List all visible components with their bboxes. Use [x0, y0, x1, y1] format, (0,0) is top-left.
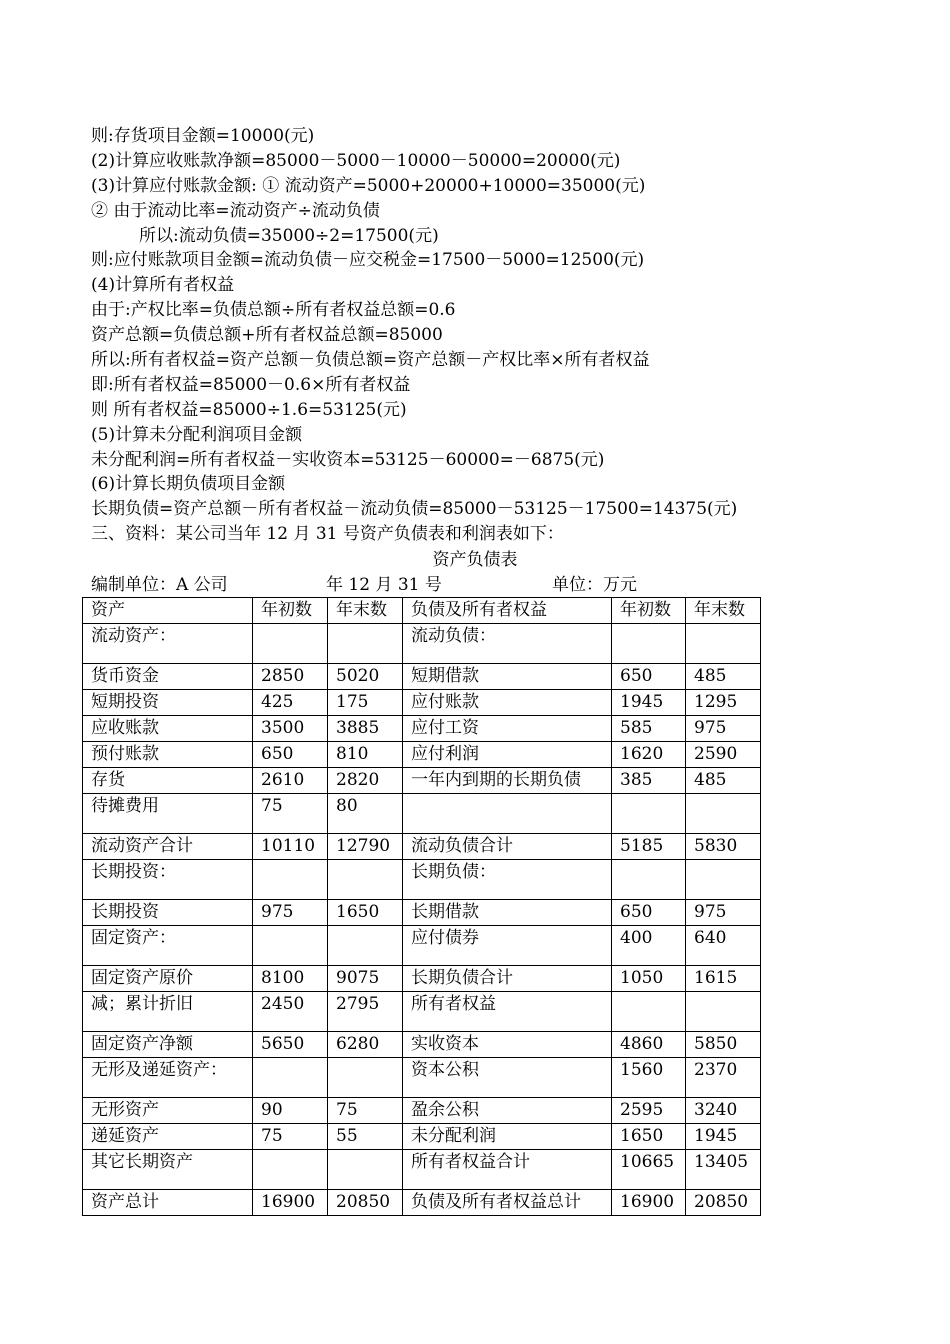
table-cell	[686, 624, 761, 664]
table-row	[83, 716, 761, 742]
text-line: 则:存货项目金额=10000(元)	[91, 126, 315, 146]
table-row	[83, 664, 761, 690]
preparing-unit: 编制单位：A 公司	[91, 575, 228, 595]
table-cell: 待摊费用	[83, 794, 253, 834]
table-cell: 400	[612, 926, 686, 966]
table-cell: 2820	[328, 768, 403, 794]
header-cell: 年末数	[328, 598, 403, 624]
table-row	[83, 966, 761, 992]
table-cell: 货币资金	[83, 664, 253, 690]
table-cell	[328, 926, 403, 966]
table-cell: 流动资产合计	[83, 834, 253, 860]
table-row	[83, 1058, 761, 1098]
table-row	[83, 794, 761, 834]
sheet-date: 年 12 月 31 号	[326, 575, 442, 595]
header-cell: 年初数	[253, 598, 328, 624]
table-cell: 无形及递延资产：	[83, 1058, 253, 1098]
table-cell: 8100	[253, 966, 328, 992]
table-cell: 无形资产	[83, 1098, 253, 1124]
table-cell: 长期投资	[83, 900, 253, 926]
table-cell: 2595	[612, 1098, 686, 1124]
table-cell: 1295	[686, 690, 761, 716]
text-line: 资产总额=负债总额+所有者权益总额=85000	[91, 325, 443, 346]
table-cell: 75	[328, 1098, 403, 1124]
table-cell	[686, 860, 761, 900]
balance-sheet-title: 资产负债表	[432, 550, 518, 570]
table-cell: 资产总计	[83, 1190, 253, 1216]
table-cell	[328, 1150, 403, 1190]
table-cell: 485	[686, 664, 761, 690]
table-cell: 5020	[328, 664, 403, 690]
table-cell: 385	[612, 768, 686, 794]
table-cell	[328, 624, 403, 664]
table-cell: 12790	[328, 834, 403, 860]
text-line: 则 所有者权益=85000÷1.6=53125(元)	[91, 399, 407, 420]
solution-text	[91, 124, 737, 547]
table-cell: 固定资产净额	[83, 1032, 253, 1058]
table-cell: 585	[612, 716, 686, 742]
table-cell: 5830	[686, 834, 761, 860]
table-cell	[686, 992, 761, 1032]
table-cell: 盈余公积	[403, 1098, 612, 1124]
table-cell: 975	[686, 716, 761, 742]
table-cell: 2370	[686, 1058, 761, 1098]
table-row	[83, 860, 761, 900]
text-line: 由于:产权比率=负债总额÷所有者权益总额=0.6	[91, 300, 456, 321]
table-cell: 应付利润	[403, 742, 612, 768]
table-row	[83, 1098, 761, 1124]
table-cell: 资本公积	[403, 1058, 612, 1098]
text-line: 所以:流动负债=35000÷2=17500(元)	[139, 225, 439, 246]
table-cell	[612, 624, 686, 664]
table-cell: 应付债券	[403, 926, 612, 966]
table-row	[83, 1190, 761, 1216]
table-cell: 80	[328, 794, 403, 834]
text-line: 则:应付账款项目金额=流动负债－应交税金=17500－5000=12500(元)	[91, 250, 645, 271]
text-line: 未分配利润=所有者权益－实收资本=53125－60000=－6875(元)	[91, 449, 605, 470]
table-cell: 650	[612, 900, 686, 926]
header-cell: 负债及所有者权益	[403, 598, 612, 624]
table-cell: 10110	[253, 834, 328, 860]
table-cell: 2450	[253, 992, 328, 1032]
text-line: (2)计算应收账款净额=85000－5000－10000－50000=20000(元)	[91, 150, 621, 171]
table-cell: 16900	[253, 1190, 328, 1216]
table-cell: 应付账款	[403, 690, 612, 716]
table-cell: 一年内到期的长期负债	[403, 768, 612, 794]
table-cell: 20850	[328, 1190, 403, 1216]
table-row	[83, 926, 761, 966]
table-cell: 20850	[686, 1190, 761, 1216]
table-cell: 90	[253, 1098, 328, 1124]
table-cell: 6280	[328, 1032, 403, 1058]
table-cell: 55	[328, 1124, 403, 1150]
table-cell: 1650	[612, 1124, 686, 1150]
table-cell: 存货	[83, 768, 253, 794]
table-cell: 所有者权益合计	[403, 1150, 612, 1190]
table-row	[83, 834, 761, 860]
text-line: 长期负债=资产总额－所有者权益－流动负债=85000－53125－17500=14375(元)	[91, 499, 738, 520]
table-cell	[612, 794, 686, 834]
table-cell: 长期负债合计	[403, 966, 612, 992]
table-cell: 3500	[253, 716, 328, 742]
table-cell: 175	[328, 690, 403, 716]
table-cell: 640	[686, 926, 761, 966]
table-cell: 650	[612, 664, 686, 690]
table-cell	[253, 1058, 328, 1098]
table-cell	[686, 794, 761, 834]
header-cell: 资产	[83, 598, 253, 624]
table-cell: 1945	[686, 1124, 761, 1150]
table-row	[83, 1150, 761, 1190]
table-cell: 5185	[612, 834, 686, 860]
table-cell: 固定资产原价	[83, 966, 253, 992]
table-cell: 3240	[686, 1098, 761, 1124]
table-cell	[253, 1150, 328, 1190]
table-cell: 负债及所有者权益总计	[403, 1190, 612, 1216]
table-row	[83, 768, 761, 794]
table-cell: 1615	[686, 966, 761, 992]
table-cell	[328, 860, 403, 900]
text-line: (4)计算所有者权益	[91, 275, 235, 296]
table-row	[83, 1124, 761, 1150]
table-cell: 9075	[328, 966, 403, 992]
table-cell: 5850	[686, 1032, 761, 1058]
table-row	[83, 690, 761, 716]
table-cell: 1945	[612, 690, 686, 716]
table-cell: 16900	[612, 1190, 686, 1216]
table-cell: 975	[253, 900, 328, 926]
table-cell: 650	[253, 742, 328, 768]
table-cell: 10665	[612, 1150, 686, 1190]
table-cell	[612, 992, 686, 1032]
table-cell: 425	[253, 690, 328, 716]
table-row	[83, 992, 761, 1032]
table-cell: 2610	[253, 768, 328, 794]
table-cell: 5650	[253, 1032, 328, 1058]
table-cell: 长期负债：	[403, 860, 612, 900]
table-cell: 2795	[328, 992, 403, 1032]
text-line: 即:所有者权益=85000－0.6×所有者权益	[91, 374, 411, 395]
table-cell: 短期投资	[83, 690, 253, 716]
table-cell	[253, 624, 328, 664]
header-cell: 年末数	[686, 598, 761, 624]
table-cell	[328, 1058, 403, 1098]
table-cell: 485	[686, 768, 761, 794]
table-cell	[253, 860, 328, 900]
table-cell: 1050	[612, 966, 686, 992]
text-line: (6)计算长期负债项目金额	[91, 474, 286, 495]
table-cell	[253, 926, 328, 966]
table-cell: 13405	[686, 1150, 761, 1190]
table-cell: 应收账款	[83, 716, 253, 742]
table-cell: 810	[328, 742, 403, 768]
text-line: (3)计算应付账款金额: ① 流动资产=5000+20000+10000=35000(元)	[91, 175, 646, 196]
currency-unit: 单位：万元	[552, 575, 637, 595]
table-row	[83, 742, 761, 768]
balance-sheet-table	[82, 597, 761, 1216]
table-cell: 1620	[612, 742, 686, 768]
table-cell: 长期投资：	[83, 860, 253, 900]
table-cell: 应付工资	[403, 716, 612, 742]
table-row	[83, 900, 761, 926]
table-cell: 固定资产：	[83, 926, 253, 966]
table-cell: 流动负债：	[403, 624, 612, 664]
table-cell	[403, 794, 612, 834]
table-cell: 2850	[253, 664, 328, 690]
table-cell: 预付账款	[83, 742, 253, 768]
text-line: 所以:所有者权益=资产总额－负债总额=资产总额－产权比率×所有者权益	[91, 350, 650, 371]
table-cell: 75	[253, 794, 328, 834]
table-cell: 所有者权益	[403, 992, 612, 1032]
table-cell	[612, 860, 686, 900]
table-cell: 其它长期资产	[83, 1150, 253, 1190]
table-cell: 未分配利润	[403, 1124, 612, 1150]
table-cell: 实收资本	[403, 1032, 612, 1058]
table-cell: 3885	[328, 716, 403, 742]
table-cell: 递延资产	[83, 1124, 253, 1150]
table-cell: 2590	[686, 742, 761, 768]
text-line: 三、资料：某公司当年 12 月 31 号资产负债表和利润表如下：	[91, 524, 564, 545]
table-cell: 流动负债合计	[403, 834, 612, 860]
table-cell: 75	[253, 1124, 328, 1150]
text-line: (5)计算未分配利润项目金额	[91, 424, 303, 445]
table-cell: 长期借款	[403, 900, 612, 926]
table-cell: 流动资产：	[83, 624, 253, 664]
table-cell: 减；累计折旧	[83, 992, 253, 1032]
header-cell: 年初数	[612, 598, 686, 624]
table-cell: 4860	[612, 1032, 686, 1058]
table-cell: 短期借款	[403, 664, 612, 690]
table-header-row	[83, 598, 761, 624]
text-line: ② 由于流动比率=流动资产÷流动负债	[91, 200, 380, 221]
table-row	[83, 1032, 761, 1058]
table-cell: 1560	[612, 1058, 686, 1098]
table-cell: 975	[686, 900, 761, 926]
table-row	[83, 624, 761, 664]
table-cell: 1650	[328, 900, 403, 926]
